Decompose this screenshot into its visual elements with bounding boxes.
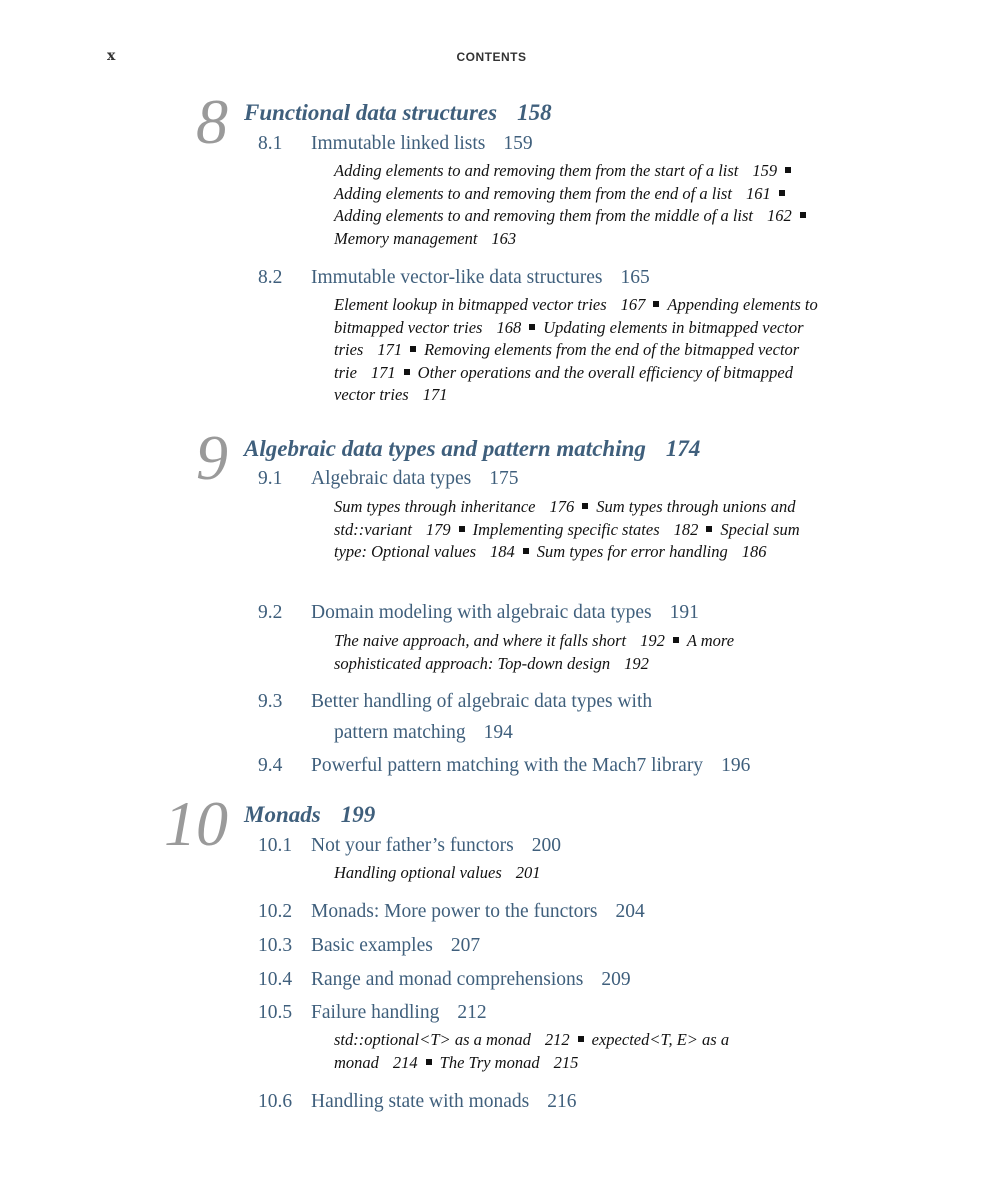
section-number: 9.4 (258, 755, 283, 776)
subsection-entry[interactable]: expected<T, E> as a monad 214 (334, 1030, 730, 1072)
section-page: 216 (547, 1091, 577, 1112)
subsection-entry[interactable]: The naive approach, and where it falls short 192 (334, 631, 665, 650)
subsection-entry[interactable]: Appending elements to bitmapped vector tries 168 (334, 295, 818, 337)
separator-square-icon (800, 212, 806, 218)
subsection-list-8-1 (334, 160, 824, 250)
subsection-entry[interactable]: Removing elements from the end of the bitmapped vector trie 171 (334, 340, 800, 382)
separator-square-icon (582, 503, 588, 509)
chapter-title[interactable] (244, 802, 375, 828)
separator-square-icon (410, 346, 416, 352)
subsection-entry[interactable]: Other operations and the overall efficiency of bitmapped vector tries 171 (334, 362, 793, 405)
subsection-entry[interactable]: Adding elements to and removing them from the start of a list 159 (334, 161, 778, 180)
section-page: 196 (721, 755, 751, 776)
chapter-title-text: Functional data structures (244, 100, 498, 125)
separator-square-icon (779, 190, 785, 196)
subsection-entry[interactable]: A more sophisticated approach: Top-down design 192 (334, 631, 735, 673)
subsection-entry[interactable]: Element lookup in bitmapped vector tries 167 (334, 295, 646, 314)
separator-square-icon (529, 324, 535, 330)
separator-square-icon (459, 526, 465, 532)
section-page: 194 (483, 722, 513, 743)
section-number: 10.1 (258, 835, 293, 856)
section-page: 200 (531, 835, 561, 856)
section-page: 175 (489, 468, 519, 489)
section-number: 10.2 (258, 901, 293, 922)
section-number: 10.6 (258, 1091, 293, 1112)
chapter-title[interactable] (244, 100, 552, 126)
section-title: Failure handling 212 (311, 1002, 487, 1023)
chapter-page: 158 (517, 100, 552, 125)
subsection-entry[interactable]: Sum types through unions and std::variant 179 (334, 497, 796, 539)
section-title: Monads: More power to the functors 204 (311, 901, 645, 922)
section-title: Basic examples 207 (311, 935, 481, 956)
section-page: 207 (450, 935, 481, 956)
page-number: x (107, 48, 116, 64)
section-page: 204 (615, 901, 645, 922)
subsection-list-8-2 (334, 294, 824, 407)
chapter-page: 174 (665, 436, 701, 461)
separator-square-icon (523, 548, 529, 554)
chapter-number: 9 (196, 422, 228, 493)
subsection-entry[interactable]: Sum types for error handling 186 (536, 542, 767, 562)
separator-square-icon (426, 1059, 432, 1065)
section-number: 8.2 (258, 267, 283, 288)
section-page: 159 (503, 133, 533, 154)
subsection-list-10-1 (334, 862, 824, 885)
section-title: Domain modeling with algebraic data types 191 (311, 602, 699, 623)
separator-square-icon (706, 526, 712, 532)
section-title: Algebraic data types 175 (311, 468, 519, 489)
section-page: 165 (620, 267, 650, 288)
section-number: 10.5 (258, 1002, 293, 1023)
section-number: 8.1 (258, 133, 283, 154)
chapter-title[interactable] (244, 436, 700, 462)
subsection-entry[interactable]: std::optional<T> as a monad 212 (334, 1030, 570, 1049)
subsection-entry[interactable]: Adding elements to and removing them from the end of a list 161 (334, 183, 771, 203)
chapter-number: 8 (196, 86, 228, 157)
separator-square-icon (404, 369, 410, 375)
subsection-entry[interactable]: Sum types through inheritance 176 (334, 497, 575, 516)
section-number: 9.2 (258, 602, 283, 623)
chapter-title-text: Monads (244, 802, 321, 827)
section-number: 9.3 (258, 691, 283, 712)
separator-square-icon (653, 301, 659, 307)
separator-square-icon (785, 167, 791, 173)
subsection-entry[interactable]: Adding elements to and removing them from the middle of a list 162 (334, 206, 792, 226)
section-title-continued: pattern matching 194 (334, 722, 513, 743)
section-page: 191 (669, 602, 699, 623)
subsection-entry[interactable]: Handling optional values 201 (334, 863, 541, 882)
chapter-number: 10 (164, 788, 228, 859)
section-title: Immutable vector-like data structures 165 (311, 267, 650, 288)
subsection-list-10-5 (334, 1029, 754, 1074)
chapter-page: 199 (340, 802, 376, 827)
running-title: CONTENTS (456, 50, 527, 64)
separator-square-icon (673, 637, 679, 643)
section-title: Immutable linked lists 159 (311, 133, 533, 154)
section-page: 212 (457, 1002, 487, 1023)
subsection-entry[interactable]: Special sum type: Optional values 184 (334, 519, 800, 562)
subsection-list-9-1 (334, 496, 824, 564)
separator-square-icon (578, 1036, 584, 1042)
subsection-entry[interactable]: Implementing specific states 182 (472, 519, 699, 539)
section-title: Range and monad comprehensions 209 (311, 969, 631, 990)
subsection-entry[interactable]: Updating elements in bitmapped vector tries 171 (334, 317, 804, 360)
section-number: 9.1 (258, 468, 283, 489)
subsection-entry[interactable]: Memory management 163 (334, 228, 517, 248)
section-title: Not your father’s functors 200 (311, 835, 561, 856)
section-number: 10.3 (258, 935, 293, 956)
section-title: Handling state with monads 216 (311, 1091, 577, 1112)
section-title: Better handling of algebraic data types with (311, 691, 653, 712)
section-page: 209 (601, 969, 631, 990)
subsection-list-9-2 (334, 630, 824, 675)
section-title: Powerful pattern matching with the Mach7 library 196 (311, 755, 751, 776)
chapter-title-text: Algebraic data types and pattern matching (244, 436, 646, 461)
subsection-entry[interactable]: The Try monad 215 (439, 1052, 579, 1072)
section-number: 10.4 (258, 969, 293, 990)
